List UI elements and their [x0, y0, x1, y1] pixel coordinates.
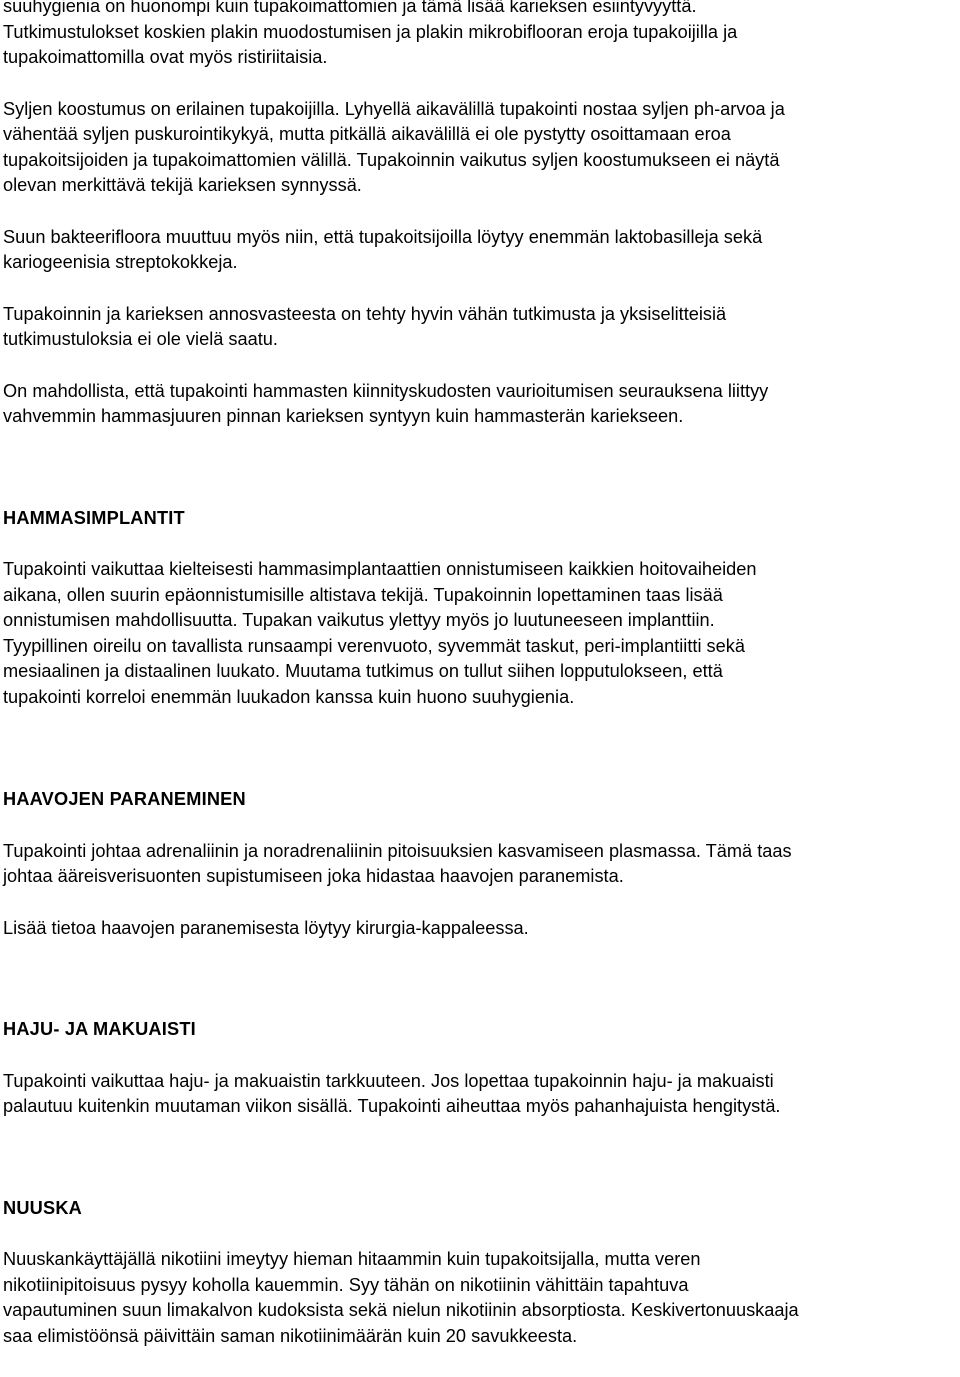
text-line: Tupakoinnin ja karieksen annosvasteesta on tehty hyvin vähän tutkimusta ja yksiselitteisiä: [3, 303, 727, 324]
paragraph-more-info: [3, 916, 958, 942]
paragraph-bacteria: [3, 225, 958, 276]
document-page: [3, 0, 958, 1349]
text-line: Tupakointi vaikuttaa haju- ja makuaistin tarkkuuteen. Jos lopettaa tupakoinnin haju- ja makuaisti: [3, 1070, 774, 1091]
text-line: Syljen koostumus on erilainen tupakoijilla. Lyhyellä aikavälillä tupakointi nostaa syljen ph-arvoa ja: [3, 98, 785, 119]
text-line: tupakoitsijoiden ja tupakoimattomien välillä. Tupakoinnin vaikutus syljen koostumukseen ei näytä: [3, 149, 780, 170]
text-line: saa elimistöönsä päivittäin saman nikotiinimäärän kuin 20 savukkeesta.: [3, 1325, 578, 1346]
paragraph-smell-taste: [3, 1069, 958, 1120]
text-line: vahvemmin hammasjuuren pinnan karieksen syntyyn kuin hammasterän kariekseen.: [3, 406, 684, 426]
paragraph-snus: [3, 1247, 958, 1349]
text-line: aikana, ollen suurin epäonnistumisille altistava tekijä. Tupakoinnin lopettaminen taas lisää: [3, 584, 723, 605]
text-line: vapautuminen suun limakalvon kudoksista sekä nielun nikotiinin absorptiosta. Keskivertonuuskaaja: [3, 1300, 799, 1320]
heading-smell-taste: HAJU- JA MAKUAISTI: [3, 1019, 196, 1039]
text-line: nikotiinipitoisuus pysyy koholla kauemmin. Syy tähän on nikotiinin vähittäin tapahtuva: [3, 1274, 689, 1295]
text-line: tupakoimattomilla ovat myös ristiriitaisia.: [3, 47, 328, 67]
text-line: Tupakointi vaikuttaa kielteisesti hammasimplantaattien onnistumiseen kaikkien hoitovaiheiden: [3, 559, 757, 579]
heading-implants: HAMMASIMPLANTIT: [3, 507, 185, 528]
text-line: Lisää tietoa haavojen paranemisesta löytyy kirurgia-kappaleessa.: [3, 917, 529, 938]
heading-snus: NUUSKA: [3, 1197, 83, 1218]
text-line: vähentää syljen puskurointikykyä, mutta pitkällä aikavälillä ei ole pystytty osoittamaan eroa: [3, 124, 731, 144]
text-line: suuhygienia on huonompi kuin tupakoimattomien ja tämä lisää karieksen esiintyvyyttä.: [3, 0, 697, 16]
paragraph-dose-response: [3, 302, 958, 353]
paragraph-wound-healing: [3, 839, 958, 890]
paragraph-root-caries: [3, 379, 958, 430]
text-line: palautuu kuitenkin muutaman viikon sisällä. Tupakointi aiheuttaa myös pahanhajuista hengitystä.: [3, 1096, 781, 1116]
text-line: On mahdollista, että tupakointi hammasten kiinnityskudosten vaurioitumisen seurauksena liittyy: [3, 380, 769, 401]
text-line: Tyypillinen oireilu on tavallista runsaampi verenvuoto, syvemmät taskut, peri-implantiitti sekä: [3, 635, 745, 656]
paragraph-plaque: [3, 0, 958, 71]
heading-wound-healing: HAAVOJEN PARANEMINEN: [3, 789, 246, 809]
text-line: tutkimustuloksia ei ole vielä saatu.: [3, 329, 278, 349]
paragraph-saliva: [3, 97, 958, 199]
text-line: Nuuskankäyttäjällä nikotiini imeytyy hieman hitaammin kuin tupakoitsijalla, mutta veren: [3, 1249, 701, 1269]
text-line: kariogeenisia streptokokkeja.: [3, 252, 238, 272]
text-line: mesiaalinen ja distaalinen luukato. Muutama tutkimus on tullut siihen lopputulokseen, että: [3, 661, 723, 681]
text-line: Tupakointi johtaa adrenaliinin ja noradrenaliinin pitoisuuksien kasvamiseen plasmassa. Tämä taas: [3, 840, 792, 861]
text-line: Tutkimustulokset koskien plakin muodostumisen ja plakin mikrobiflooran eroja tupakoijilla ja: [3, 21, 738, 42]
paragraph-implants: [3, 557, 958, 710]
text-line: johtaa ääreisverisuonten supistumiseen joka hidastaa haavojen paranemista.: [3, 866, 624, 886]
text-line: Suun bakteerifloora muuttuu myös niin, että tupakoitsijoilla löytyy enemmän laktobasilleja sekä: [3, 226, 763, 247]
text-line: olevan merkittävä tekijä karieksen synnyssä.: [3, 175, 362, 195]
text-line: onnistumisen mahdollisuutta. Tupakan vaikutus ylettyy myös jo luutuneeseen implanttiin.: [3, 610, 715, 630]
text-line: tupakointi korreloi enemmän luukadon kanssa kuin huono suuhygienia.: [3, 686, 575, 707]
